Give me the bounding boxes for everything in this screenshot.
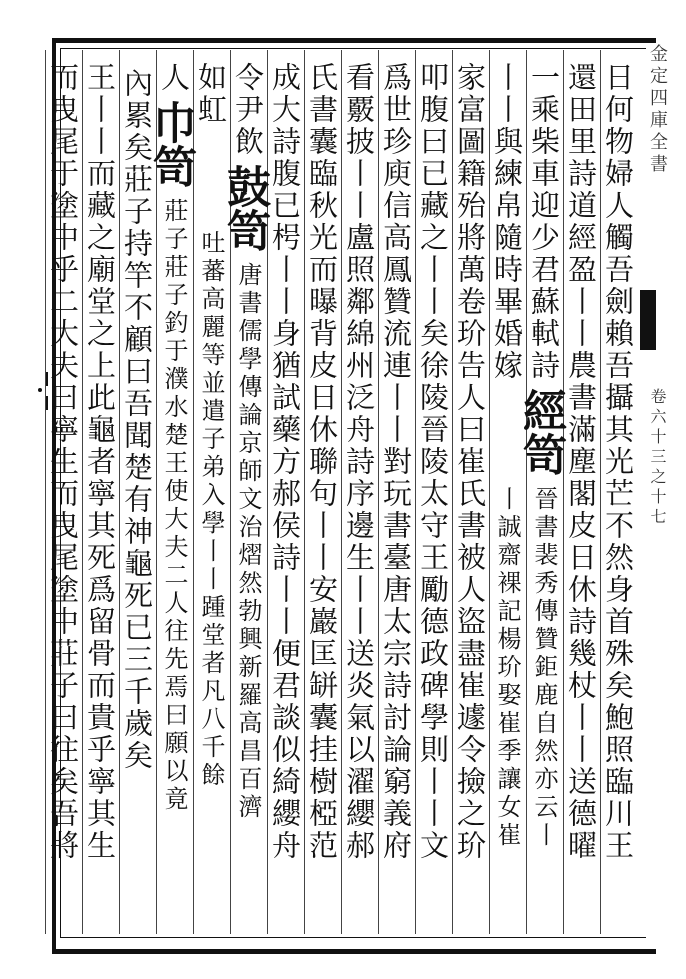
column-text: 還田里詩道經盈丨丨農書滿塵閣皮日休詩幾杖丨丨送德曜 xyxy=(564,62,598,862)
entry-heading: 巾笥 xyxy=(145,100,196,188)
column-text: 人 xyxy=(157,62,191,94)
column-text: 內累矣莊子持竿不顧曰吾聞楚有神龜死已三千歲矣 xyxy=(120,68,154,772)
header-margin-top: 金定四庫全書 xyxy=(647,44,668,176)
column-text: 如虹 xyxy=(194,62,228,126)
column-text: 令尹飲 xyxy=(231,62,265,158)
column-annotation: 唐書儒學傳論京師文治熠然勃興新羅高昌百濟 xyxy=(234,262,262,822)
column-text: 日何物婦人觸吾劍賴吾攝其光芒不然身首殊矣鮑照臨川王 xyxy=(601,62,635,862)
column-text: 爲世珍庾信高鳳贊流連丨丨對玩書臺唐太宗詩討論窮義府 xyxy=(379,62,413,862)
entry-heading: 鼓笥 xyxy=(219,164,270,252)
column-annotation: 吐蕃高麗等並遣子弟入學丨丨踵堂者凡八千餘 xyxy=(197,230,225,790)
header-margin-side: 卷六十三之十七 xyxy=(648,388,667,528)
column-annotation: 莊子莊子釣于濮水楚王使大夫二人往先焉曰願以竟 xyxy=(160,198,188,814)
column-text: 看覈披丨丨盧照鄰綿州泛舟詩序邊生丨丨送炎氣以濯纓郝 xyxy=(342,62,376,862)
entry-heading: 經笥 xyxy=(515,388,566,476)
column-annotation: 晉書裴秀傳贊鉅鹿自然亦云丨 xyxy=(530,486,558,850)
column-text: 王丨丨而藏之廟堂之上此龜者寧其死爲留骨而貴乎寧其生 xyxy=(83,62,117,862)
column-text: 而曳尾于塗中乎二大夫曰寧生而曳尾塗中莊子曰往矣吾將 xyxy=(46,62,80,862)
column-annotation: 丨誠齋裸記楊玠娶崔季讓女崔 xyxy=(493,486,521,850)
column-text: 成大詩腹已枵丨丨身猶試藥方郝侯詩丨丨便君談似綺纓舟 xyxy=(268,62,302,862)
column-text: 一乘柴車迎少君蘇軾詩 xyxy=(527,62,561,382)
column-text: 叩腹曰已藏之丨丨矣徐陵晉陵太守王勵德政碑學則丨丨文 xyxy=(416,62,450,862)
column-text: 丨丨與練帛隨時畢婚嫁 xyxy=(490,62,524,382)
column-text: 家富圖籍殆將萬卷玠告人曰崔氏書被人盜盡崔遽令撿之玠 xyxy=(453,62,487,862)
column-text: 氏書囊臨秋光而曝背皮日休聯句丨丨安巖匡缾囊挂樹椏范 xyxy=(305,62,339,862)
